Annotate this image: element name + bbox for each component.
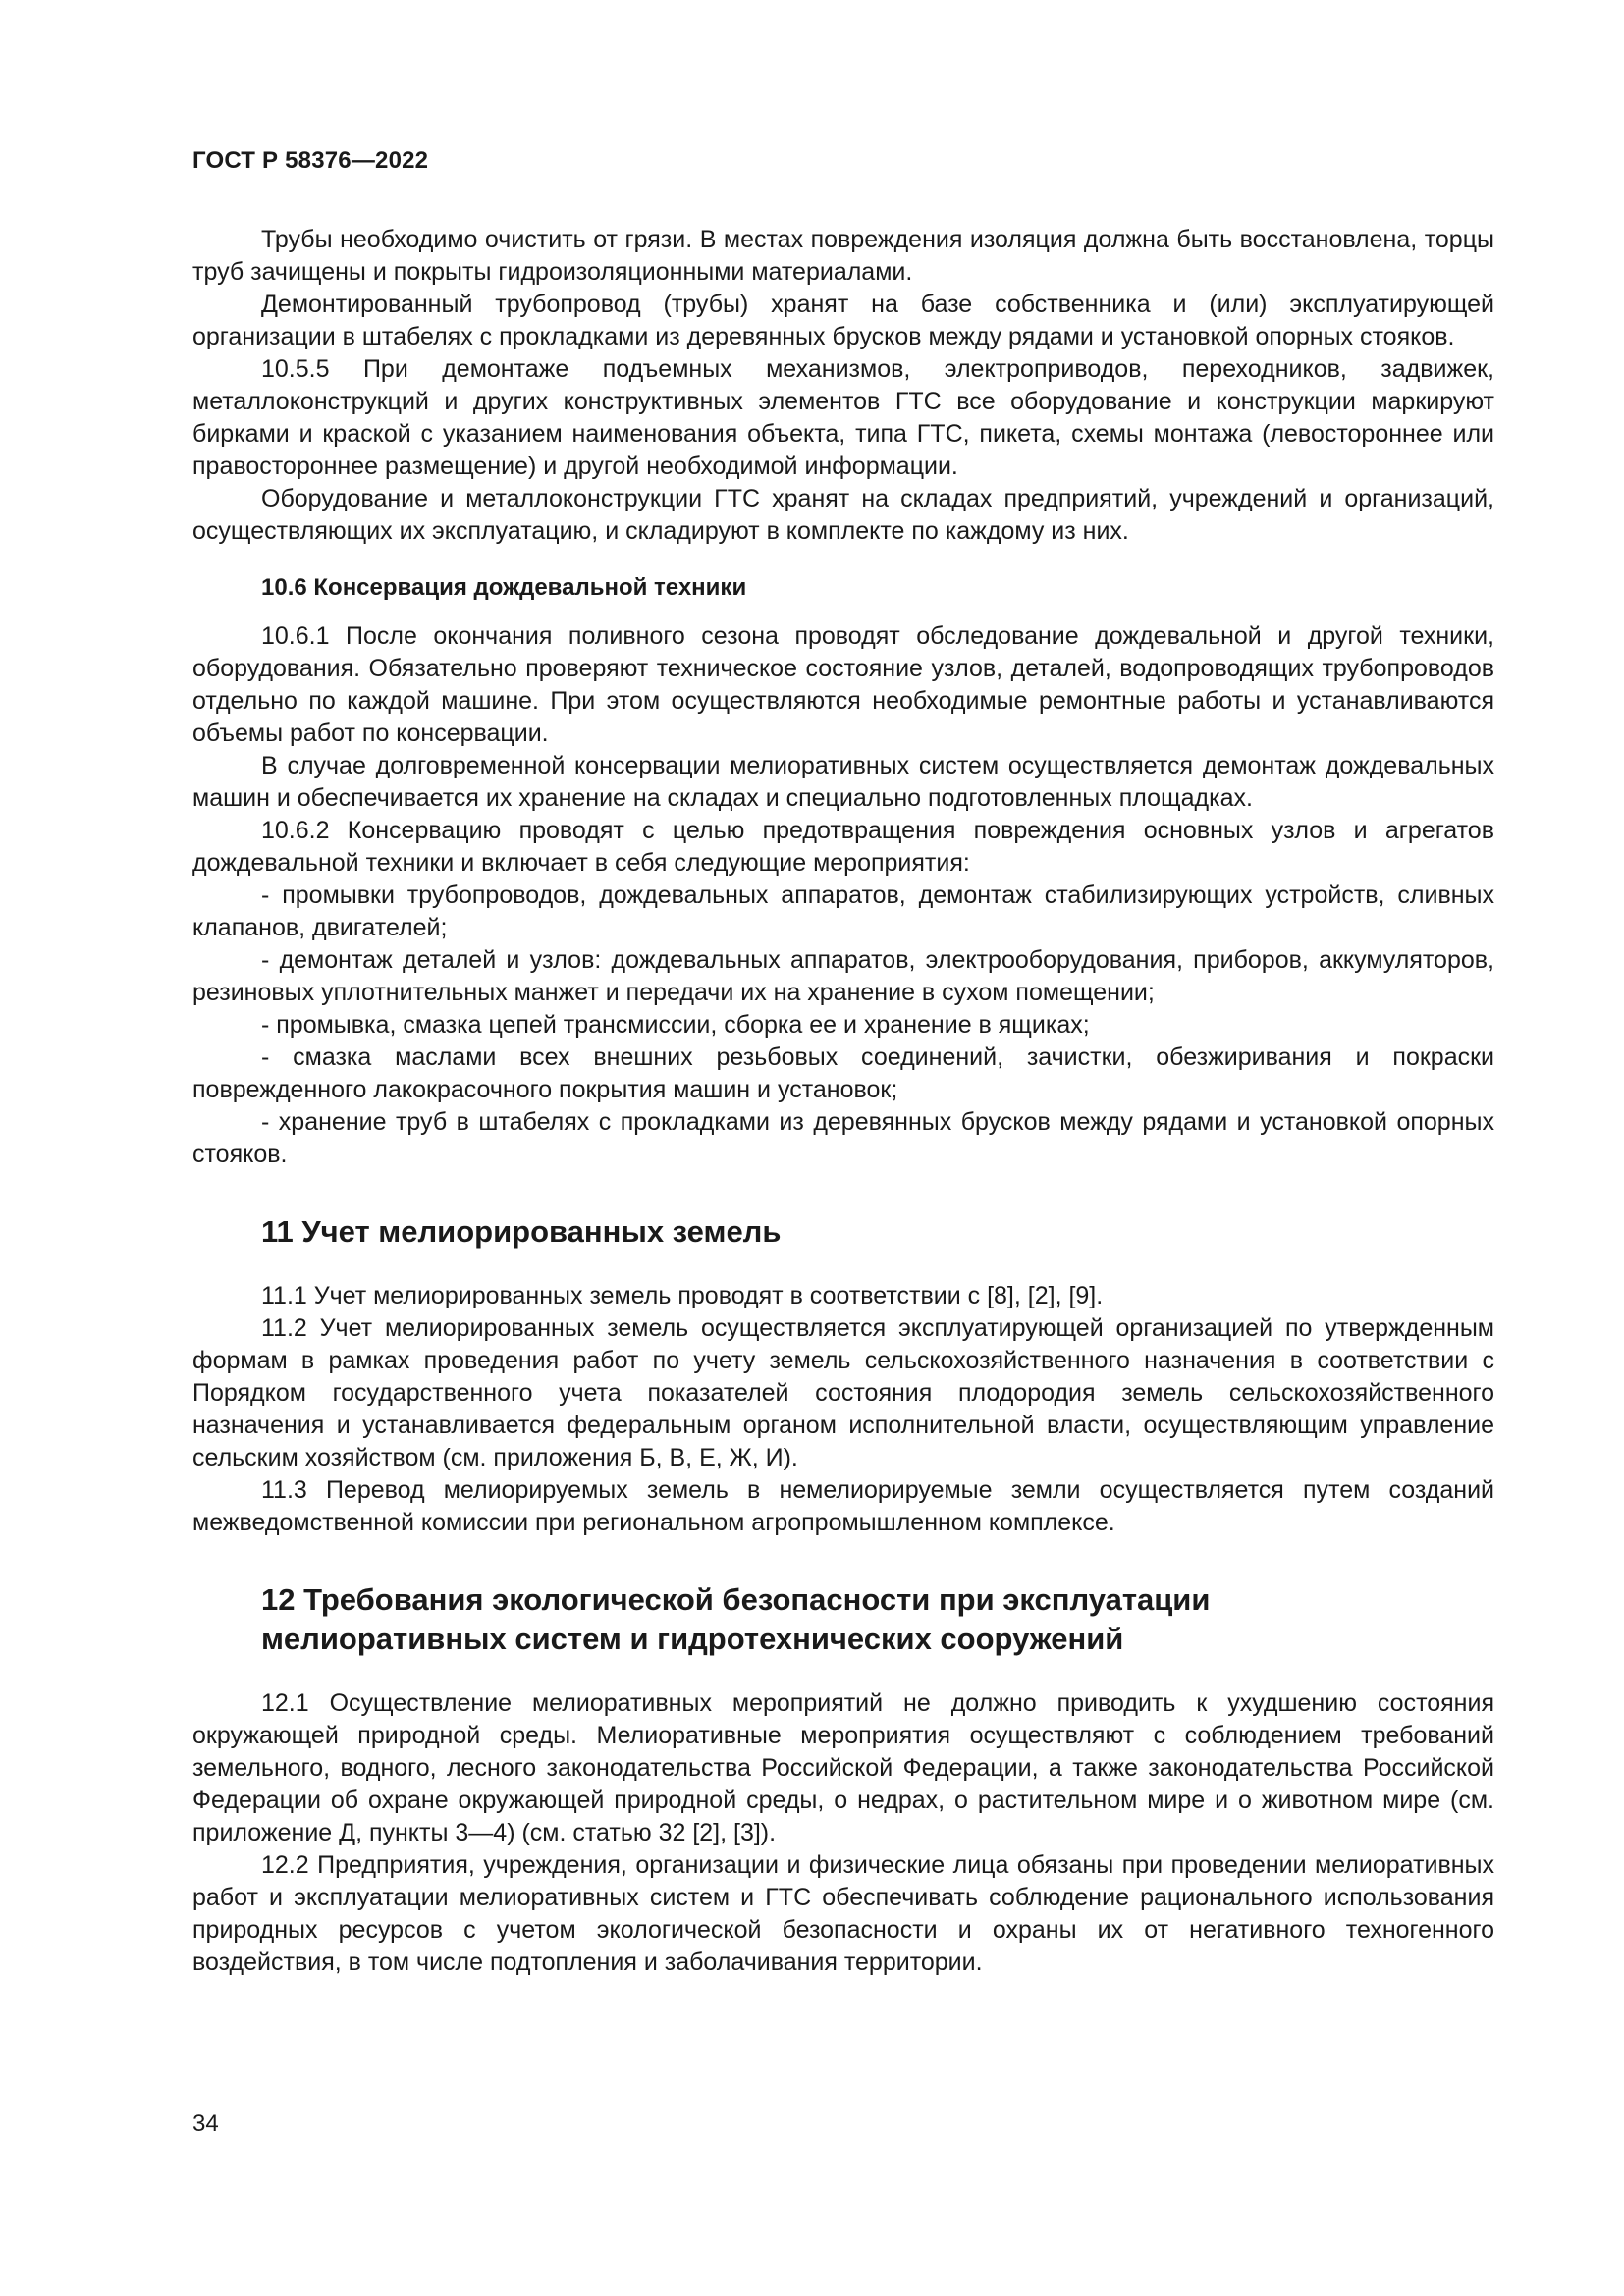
section-title-12-line1: 12 Требования экологической безопасности при эксплуатации — [261, 1582, 1211, 1617]
list-item: - смазка маслами всех внешних резьбовых соединений, зачистки, обезжиривания и покраски поврежденного лакокрасочного покрытия машин и установок; — [192, 1043, 1494, 1103]
subsection-title-10-6: 10.6 Консервация дождевальной техники — [261, 574, 747, 601]
section-title-12 — [192, 1580, 1494, 1659]
paragraph-10-5-5: 10.5.5 При демонтаже подъемных механизмов, электроприводов, переходников, задвижек, металлоконструкций и других конструктивных элементов ГТС все оборудование и конструкции маркируют бирками и краской с указанием наименования объекта, типа ГТС, пикета, схемы монтажа (левостороннее или правостороннее размещение) и другой необходимой информации. — [192, 355, 1494, 480]
paragraph-10-6-2: 10.6.2 Консервацию проводят с целью предотвращения повреждения основных узлов и агрегатов дождевальной техники и включает в себя следующие мероприятия: — [192, 817, 1494, 877]
paragraph: В случае долговременной консервации мелиоративных систем осуществляется демонтаж дождевальных машин и обеспечивается их хранение на складах и специально подготовленных площадках. — [192, 752, 1494, 812]
document-body — [192, 224, 1494, 1979]
paragraph: Оборудование и металлоконструкции ГТС хранят на складах предприятий, учреждений и организаций, осуществляющих их эксплуатацию, и складируют в комплекте по каждому из них. — [192, 485, 1494, 545]
paragraph-11-3: 11.3 Перевод мелиорируемых земель в немелиорируемые земли осуществляется путем созданий межведомственной комиссии при региональном агропромышленном комплексе. — [192, 1476, 1494, 1536]
list-item: - промывка, смазка цепей трансмиссии, сборка ее и хранение в ящиках; — [261, 1011, 1090, 1039]
document-code-header: ГОСТ Р 58376—2022 — [192, 147, 429, 174]
paragraph-12-2: 12.2 Предприятия, учреждения, организации и физические лица обязаны при проведении мелиоративных работ и эксплуатации мелиоративных систем и ГТС обеспечивать соблюдение рационального использования природных ресурсов с учетом экологической безопасности и охраны их от негативного техногенного воздействия, в том числе подтопления и заболачивания территории. — [192, 1851, 1494, 1976]
section-title-11: 11 Учет мелиорированных земель — [261, 1214, 782, 1249]
paragraph-10-6-1: 10.6.1 После окончания поливного сезона проводят обследование дождевальной и другой техники, оборудования. Обязательно проверяют техническое состояние узлов, деталей, водопроводящих трубопроводов отдельно по каждой машине. При этом осуществляются необходимые ремонтные работы и устанавливаются объемы работ по консервации. — [192, 622, 1494, 747]
paragraph: Трубы необходимо очистить от грязи. В местах повреждения изоляция должна быть восстановлена, торцы труб зачищены и покрыты гидроизоляционными материалами. — [192, 226, 1494, 286]
list-item: - демонтаж деталей и узлов: дождевальных аппаратов, электрооборудования, приборов, аккумуляторов, резиновых уплотнительных манжет и передачи их на хранение в сухом помещении; — [192, 946, 1494, 1006]
section-title-12-line2: мелиоративных систем и гидротехнических сооружений — [261, 1622, 1124, 1656]
list-item: - хранение труб в штабелях с прокладками из деревянных брусков между рядами и установкой опорных стояков. — [192, 1108, 1494, 1168]
paragraph: Демонтированный трубопровод (трубы) хранят на базе собственника и (или) эксплуатирующей организации в штабелях с прокладками из деревянных брусков между рядами и установкой опорных стояков. — [192, 291, 1494, 350]
page-number: 34 — [192, 2110, 219, 2137]
document-page — [192, 0, 1494, 2296]
paragraph-11-2: 11.2 Учет мелиорированных земель осуществляется эксплуатирующей организацией по утвержденным формам в рамках проведения работ по учету земель сельскохозяйственного назначения в соответствии с Порядком государственного учета показателей состояния плодородия земель сельскохозяйственного назначения и устанавливается федеральным органом исполнительной власти, осуществляющим управление сельским хозяйством (см. приложения Б, В, Е, Ж, И). — [192, 1314, 1494, 1471]
list-item: - промывки трубопроводов, дождевальных аппаратов, демонтаж стабилизирующих устройств, сливных клапанов, двигателей; — [192, 881, 1494, 941]
paragraph-11-1: 11.1 Учет мелиорированных земель проводят в соответствии с [8], [2], [9]. — [261, 1282, 1104, 1309]
paragraph-12-1: 12.1 Осуществление мелиоративных мероприятий не должно приводить к ухудшению состояния окружающей природной среды. Мелиоративные мероприятия осуществляют с соблюдением требований земельного, водного, лесного законодательства Российской Федерации, а также законодательства Российской Федерации об охране окружающей природной среды, о недрах, о растительном мире и о животном мире (см. приложение Д, пункты 3—4) (см. статью 32 [2], [3]). — [192, 1689, 1494, 1846]
